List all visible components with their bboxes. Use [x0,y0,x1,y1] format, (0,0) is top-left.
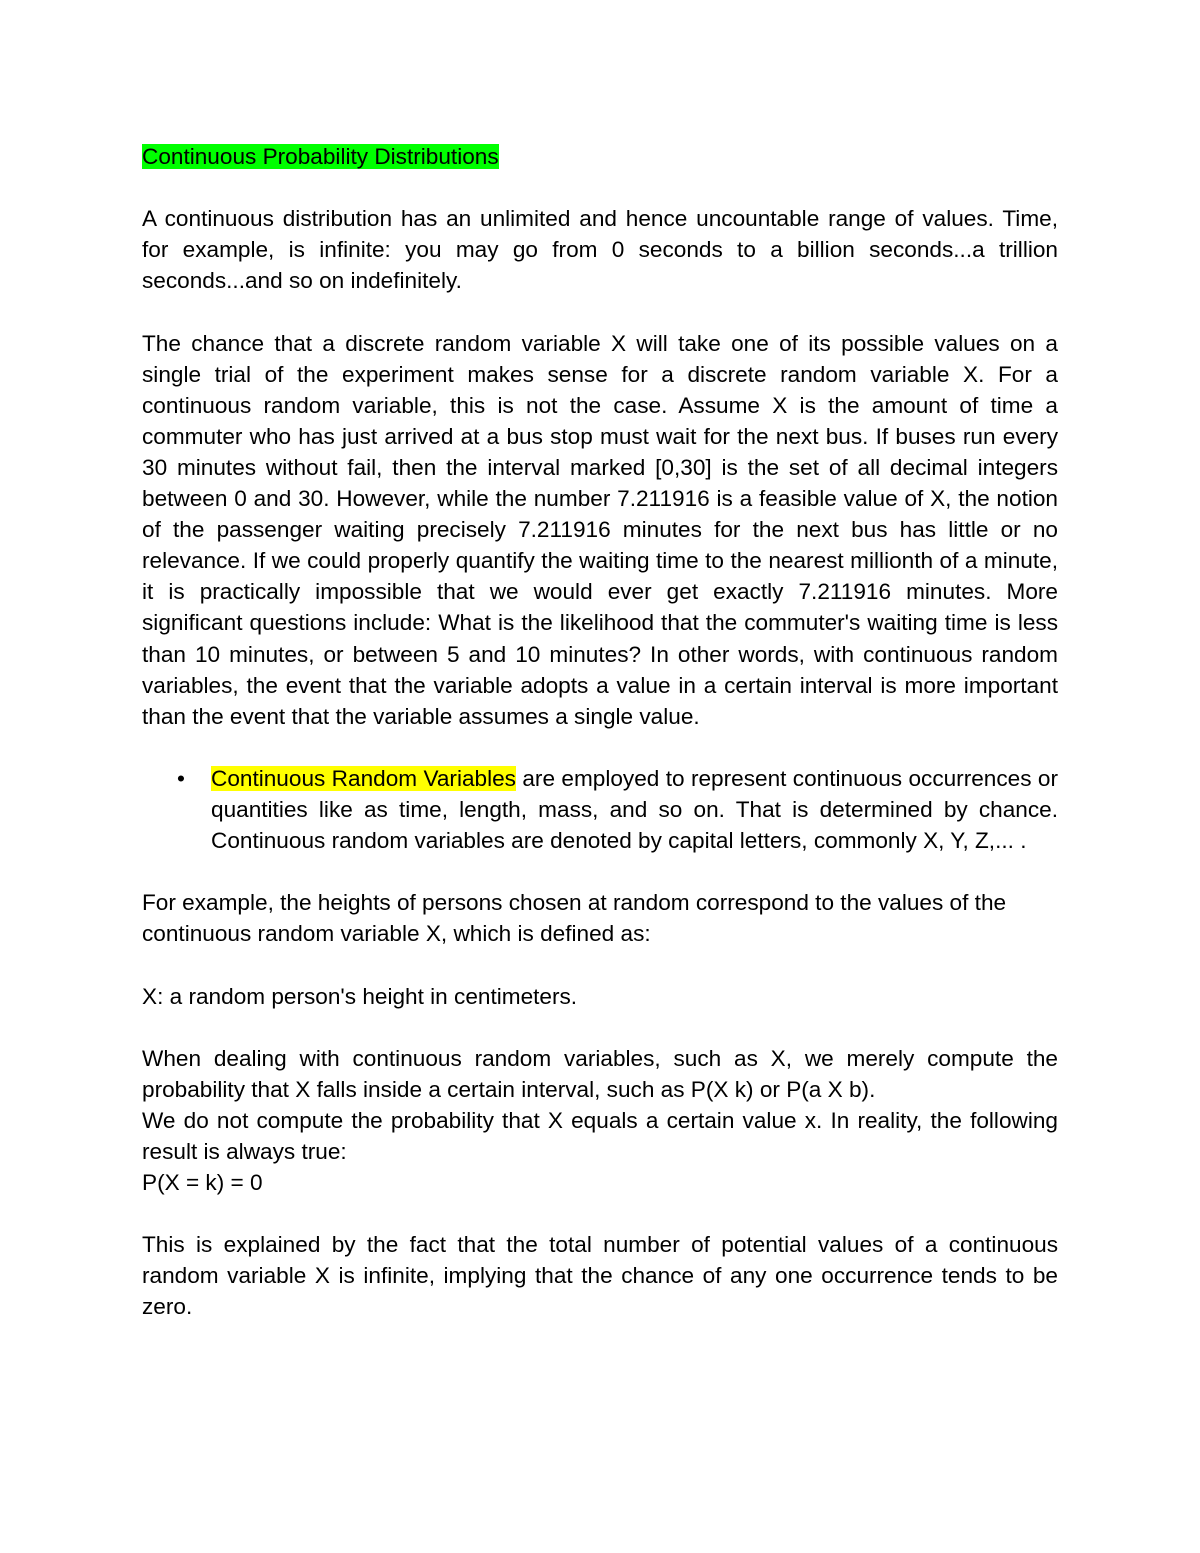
compute-value-paragraph: We do not compute the probability that X equals a certain value x. In reality, the following result is always true: [142,1107,1058,1164]
page-title [142,141,1058,172]
term-highlight: Continuous Random Variables [211,765,516,791]
bullet-text: are employed to represent continuous occurrences or quantities like as time, length, mass, and so on. That is determined by chance. Continuous random variables are denoted by capital letters, commonly X, Y, Z,... . [211,765,1058,854]
formula-line: P(X = k) = 0 [142,1170,263,1196]
bullet-icon: • [177,765,185,791]
bullet-list [142,763,1058,856]
spacer [142,172,1058,203]
spacer [142,1198,1058,1229]
spacer [142,732,1058,763]
title-highlight: Continuous Probability Distributions [142,144,499,169]
compute-interval-paragraph: When dealing with continuous random variables, such as X, we merely compute the probability that X falls inside a certain interval, such as P(X k) or P(a X b). [142,1045,1058,1102]
example-paragraph: For example, the heights of persons chosen at random correspond to the values of the continuous random variable X, which is defined as: [142,890,1007,947]
spacer [142,1012,1058,1043]
spacer [142,856,1058,887]
document-page [142,141,1058,1323]
discrete-vs-continuous-paragraph: The chance that a discrete random variable X will take one of its possible values on a single trial of the experiment makes sense for a discrete random variable X. For a continuous random variable, this is not the case. Assume X is the amount of time a commuter who has just arrived at a bus stop must wait for the next bus. If buses run every 30 minutes without fail, then the interval marked [0,30] is the set of all decimal integers between 0 and 30. However, while the number 7.211916 is a feasible value of X, the notion of the passenger waiting precisely 7.211916 minutes for the next bus has little or no relevance. If we could properly quantify the waiting time to the nearest millionth of a minute, it is practically impossible that we would ever get exactly 7.211916 minutes. More significant questions include: What is the likelihood that the commuter's waiting time is less than 10 minutes, or between 5 and 10 minutes? In other words, with continuous random variables, the event that the variable adopts a value in a certain interval is more important than the event that the variable assumes a single value. [142,330,1058,729]
list-item [142,763,1058,856]
definition-line: X: a random person's height in centimeters. [142,983,578,1009]
spacer [142,949,1058,980]
intro-paragraph: A continuous distribution has an unlimited and hence uncountable range of values. Time, for example, is infinite: you may go from 0 seconds to a billion seconds...a trillion seconds...and so on indefinitely. [142,206,1058,294]
spacer [142,296,1058,327]
explanation-paragraph: This is explained by the fact that the total number of potential values of a continuous random variable X is infinite, implying that the chance of any one occurrence tends to be zero. [142,1232,1058,1320]
